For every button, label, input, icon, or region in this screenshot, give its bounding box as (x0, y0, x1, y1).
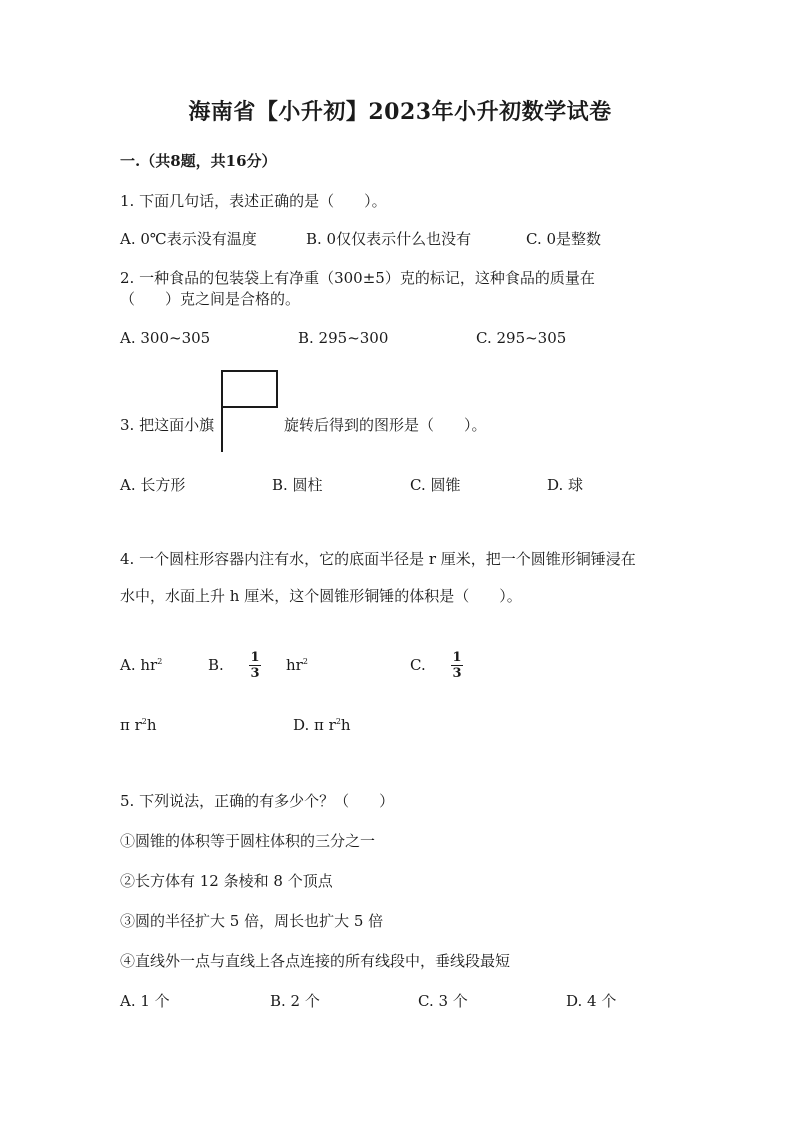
question-4-stem-line1: 4. 一个圆柱形容器内注有水，它的底面半径是 r 厘米，把一个圆锥形铜锤浸在 (120, 550, 636, 568)
section-heading: 一.（共8题，共16分） (120, 152, 277, 170)
question-2-stem-line2: （ ）克之间是合格的。 (120, 290, 301, 308)
question-5-option-c: C. 3 个 (418, 992, 468, 1010)
question-4-option-d: D. π $r^2h$ (293, 716, 351, 734)
question-4-stem-line2: 水中，水面上升 h 厘米，这个圆锥形铜锤的体积是（ ）。 (120, 587, 522, 605)
question-4-option-b-fraction: 1 3 (250, 650, 260, 681)
question-5-option-b: B. 2 个 (270, 992, 320, 1010)
question-3-option-a: A. 长方形 (120, 476, 186, 494)
question-2-option-b: B. 295~300 (298, 329, 389, 347)
question-3-option-b: B. 圆柱 (272, 476, 323, 494)
question-4-option-c-fraction: 1 3 (452, 650, 462, 681)
question-5-option-a: A. 1 个 (120, 992, 170, 1010)
question-5-statement-3: ③圆的半径扩大 5 倍，周长也扩大 5 倍 (120, 912, 384, 930)
question-2-stem-line1: 2. 一种食品的包装袋上有净重（300±5）克的标记，这种食品的质量在 (120, 269, 595, 287)
question-4-option-c-label: C. (410, 656, 426, 674)
question-2-option-a: A. 300~305 (120, 329, 211, 347)
question-3-option-c: C. 圆锥 (410, 476, 461, 494)
question-4-option-b-label: B. (208, 656, 224, 674)
question-3-stem-after: 旋转后得到的图形是（ ）。 (284, 416, 487, 434)
question-5-statement-4: ④直线外一点与直线上各点连接的所有线段中，垂线段最短 (120, 952, 511, 970)
question-4-option-a: A. $hr^2$ (120, 656, 163, 674)
question-5-stem: 5. 下列说法，正确的有多少个？（ ） (120, 792, 395, 810)
question-5-statement-1: ①圆锥的体积等于圆柱体积的三分之一 (120, 832, 376, 850)
question-5-statement-2: ②长方体有 12 条棱和 8 个顶点 (120, 872, 333, 890)
question-5-option-d: D. 4 个 (566, 992, 617, 1010)
page-title: 海南省【小升初】2023年小升初数学试卷 (188, 99, 612, 125)
question-4-option-b-term: $hr^2$ (286, 656, 308, 674)
question-1-option-a: A. 0℃表示没有温度 (120, 230, 257, 248)
flag-figure (218, 368, 282, 454)
question-3-option-d: D. 球 (547, 476, 584, 494)
question-3-stem-before: 3. 把这面小旗 (120, 416, 215, 434)
question-1-option-c: C. 0是整数 (526, 230, 602, 248)
question-1-option-b: B. 0仅仅表示什么也没有 (306, 230, 472, 248)
question-2-option-c: C. 295~305 (476, 329, 567, 347)
question-4-option-c-term: π $r^2h$ (120, 716, 157, 734)
question-1-stem: 1. 下面几句话，表述正确的是（ ）。 (120, 192, 387, 210)
